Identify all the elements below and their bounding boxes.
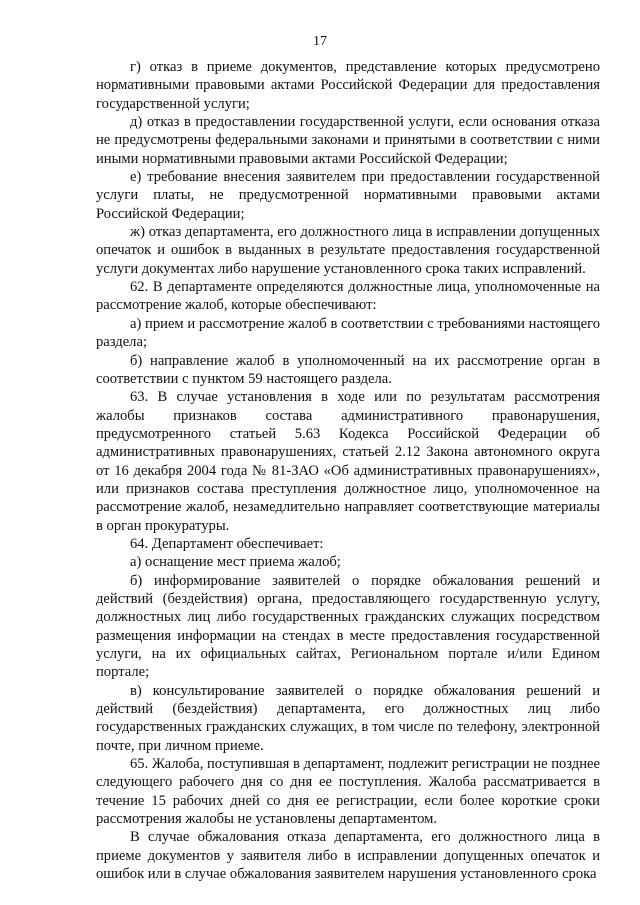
paragraph-complaint-reason-g: г) отказ в приеме документов, представление которых предусмотрено нормативными правовыми актами Российской Федерации для предоставления государственной услуги; <box>96 59 600 112</box>
paragraph-64-v: в) консультирование заявителей о порядке обжалования решений и действий (бездействия) департамента, его должностных лиц либо государственных гражданских служащих, в том числе по телефону, электронной почте, при личном приеме. <box>96 682 600 754</box>
paragraph-64-a: а) оснащение мест приема жалоб; <box>130 554 341 571</box>
paragraph-62-a: а) прием и рассмотрение жалоб в соответствии с требованиями настоящего раздела; <box>96 315 600 351</box>
paragraph-63: 63. В случае установления в ходе или по результатам рассмотрения жалобы признаков состава административного правонарушения, предусмотренного статьей 5.63 Кодекса Российской Федерации об административных правонарушениях, статьей 2.12 Закона автономного округа от 16 декабря 2004 года № 81-ЗАО «Об административных правонарушениях», или признаков состава преступления должностное лицо, уполномоченное на рассмотрение жалоб, незамедлительно направляет соответствующие материалы в орган прокуратуры. <box>96 389 600 534</box>
paragraph-65-continuation: В случае обжалования отказа департамента, его должностного лица в приеме документов у заявителя либо в исправлении допущенных опечаток и ошибок или в случае обжалования заявителем нарушения установленного срока <box>96 829 600 883</box>
paragraph-complaint-reason-zh: ж) отказ департамента, его должностного лица в исправлении допущенных опечаток и ошибок в выданных в результате предоставления государственной услуги документах либо нарушение установленного срока таких исправлений. <box>96 224 600 277</box>
paragraph-62-b: б) направление жалоб в уполномоченный на их рассмотрение орган в соответствии с пунктом 59 настоящего раздела. <box>96 352 600 387</box>
paragraph-64-b: б) информирование заявителей о порядке обжалования решений и действий (бездействия) органа, предоставляющего государственную услугу, должностных лиц либо государственных гражданских служащих посредством размещения информации на стендах в месте предоставления государственной услуги, на их официальных сайтах, Региональном портале и/или Едином портале; <box>96 572 600 681</box>
paragraph-64: 64. Департамент обеспечивает: <box>130 535 324 552</box>
paragraph-complaint-reason-e: е) требование внесения заявителем при предоставлении государственной услуги платы, не предусмотренной нормативными правовыми актами Российской Федерации; <box>96 169 600 222</box>
page-number: 17 <box>313 34 327 49</box>
paragraph-65: 65. Жалоба, поступившая в департамент, подлежит регистрации не позднее следующего рабочего дня со дня ее поступления. Жалоба рассматривается в течение 15 рабочих дней со дня ее регистрации, если более короткие сроки рассмотрения жалобы не установлены департаментом. <box>96 756 600 828</box>
paragraph-62: 62. В департаменте определяются должностные лица, уполномоченные на рассмотрение жалоб, которые обеспечивают: <box>96 279 600 314</box>
paragraph-complaint-reason-d: д) отказ в предоставлении государственной услуги, если основания отказа не предусмотрены федеральными законами и принятыми в соответствии с ними иными нормативными правовыми актами Российской Федерации; <box>96 114 600 167</box>
document-body <box>96 58 600 883</box>
